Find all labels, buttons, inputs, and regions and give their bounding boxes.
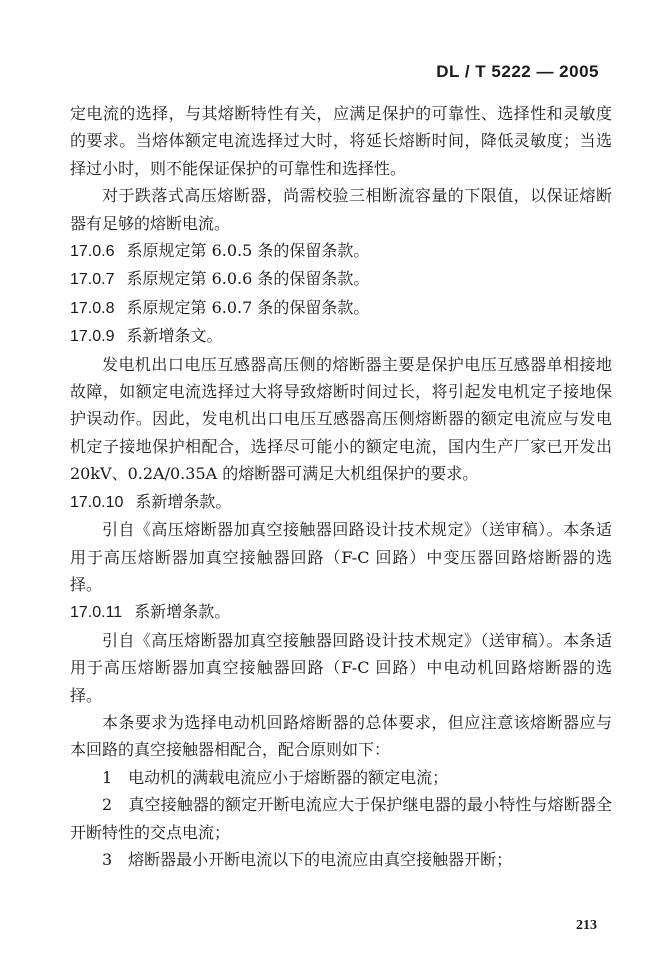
list-item: 1 电动机的满载电流应小于熔断器的额定电流； <box>102 767 449 787</box>
clause-number: 17.0.6 <box>70 243 115 261</box>
clause-text: 系新增条文。 <box>126 326 223 346</box>
clause-17-0-10 <box>70 488 612 516</box>
clause-text: 系原规定第 6.0.5 条的保留条款。 <box>126 241 370 261</box>
clause-number: 17.0.8 <box>70 299 115 317</box>
clause-number: 17.0.10 <box>70 493 124 511</box>
clause-text: 系原规定第 6.0.7 条的保留条款。 <box>126 297 370 317</box>
list-item: 3 熔断器最小开断电流以下的电流应由真空接触器开断； <box>102 849 513 869</box>
clause-text: 系新增条款。 <box>135 491 232 511</box>
paragraph: 引自《高压熔断器加真空接触器回路设计技术规定》（送审稿）。本条适用于高压熔断器加真空接触器回路（F-C 回路）中变压器回路熔断器的选择。 <box>70 520 612 594</box>
paragraph: 引自《高压熔断器加真空接触器回路设计技术规定》（送审稿）。本条适用于高压熔断器加真空接触器回路（F-C 回路）中电动机回路熔断器的选择。 <box>70 630 612 705</box>
paragraph: 本条要求为选择电动机回路熔断器的总体要求，但应注意该熔断器应与本回路的真空接触器相配合，配合原则如下： <box>70 712 612 760</box>
clause-17-0-11 <box>70 598 612 626</box>
clause-number: 17.0.11 <box>70 604 123 622</box>
clause-17-0-7 <box>70 265 612 293</box>
clause-17-0-8 <box>70 294 612 322</box>
paragraph: 定电流的选择，与其熔断特性有关，应满足保护的可靠性、选择性和灵敏度的要求。当熔体额定电流选择过大时，将延长熔断时间，降低灵敏度；当选择过小时，则不能保证保护的可靠性和选择性。 <box>70 104 612 178</box>
clause-number: 17.0.9 <box>70 328 115 346</box>
clause-text: 系新增条款。 <box>134 602 231 622</box>
page-number: 213 <box>576 918 597 933</box>
standard-number-header: DL / T 5222 — 2005 <box>436 62 599 81</box>
body-text <box>70 100 612 873</box>
clause-17-0-6 <box>70 237 612 265</box>
clause-17-0-9 <box>70 322 612 350</box>
paragraph: 对于跌落式高压熔断器，尚需校验三相断流容量的下限值，以保证熔断器有足够的熔断电流。 <box>70 186 612 233</box>
paragraph: 发电机出口电压互感器高压侧的熔断器主要是保护电压互感器单相接地故障，如额定电流选择过大将导致熔断时间过长，将引起发电机定子接地保护误动作。因此，发电机出口电压互感器高压侧熔断器的额定电流应与发电机定子接地保护相配合，选择尽可能小的额定电流，国内生产厂家已开发出 20kV、0.2A/0.35A 的熔断器可满足大机组保护的要求。 <box>70 354 612 484</box>
list-item: 2 真空接触器的额定开断电流应大于保护继电器的最小特性与熔断器全开断特性的交点电流； <box>70 795 612 842</box>
clause-number: 17.0.7 <box>70 271 115 289</box>
clause-text: 系原规定第 6.0.6 条的保留条款。 <box>126 269 370 289</box>
